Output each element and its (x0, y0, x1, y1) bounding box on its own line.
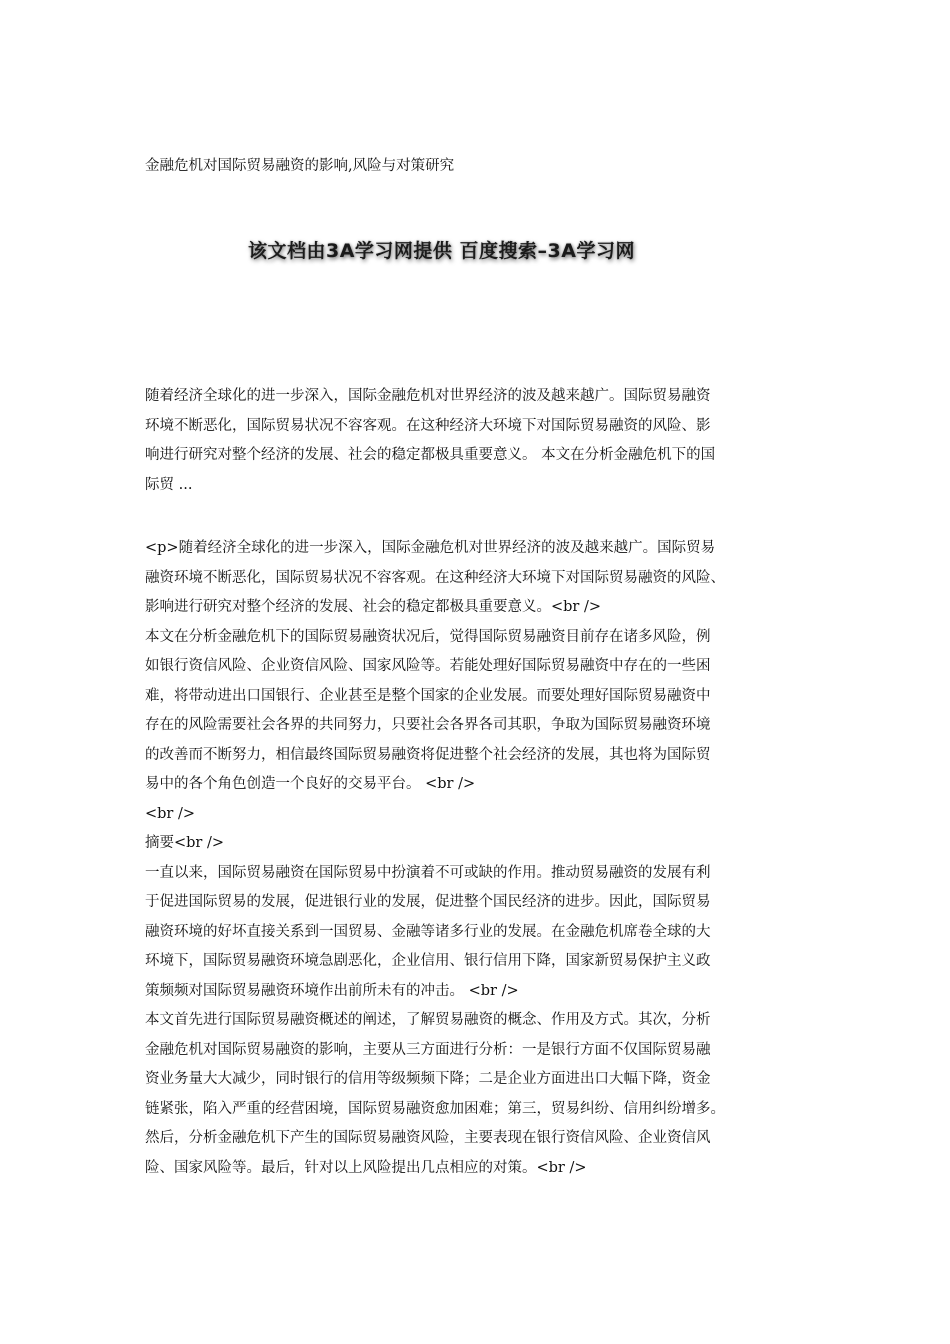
body-line: 资业务量大大减少，同时银行的信用等级频频下降；二是企业方面进出口大幅下降，资金 (145, 1071, 711, 1087)
body-text (145, 534, 810, 1183)
body-line: 策频频对国际贸易融资环境作出前所未有的冲击。 <br /> (145, 982, 519, 999)
body-line: 本文首先进行国际贸易融资概述的阐述，了解贸易融资的概念、作用及方式。其次，分析 (145, 1012, 711, 1028)
body-line: 易中的各个角色创造一个良好的交易平台。 <br /> (145, 776, 476, 792)
body-line: 链紧张，陷入严重的经营困境，国际贸易融资愈加困难；第三，贸易纠纷、信用纠纷增多。 (145, 1100, 725, 1117)
summary-line: 环境不断恶化，国际贸易状况不容客观。在这种经济大环境下对国际贸易融资的风险、影 (145, 417, 711, 434)
body-line: 金融危机对国际贸易融资的影响，主要从三方面进行分析：一是银行方面不仅国际贸易融 (145, 1041, 711, 1058)
summary-line: 际贸 ... (145, 476, 193, 493)
body-line: 摘要<br /> (145, 835, 225, 851)
body-line: 影响进行研究对整个经济的发展、社会的稳定都极具重要意义。<br /> (145, 599, 602, 615)
body-line: <br /> (145, 805, 196, 822)
body-line: 难，将带动进出口国银行、企业甚至是整个国家的企业发展。而要处理好国际贸易融资中 (145, 687, 711, 704)
body-line: 融资环境不断恶化，国际贸易状况不容客观。在这种经济大环境下对国际贸易融资的风险、 (145, 569, 725, 586)
body-line: 险、国家风险等。最后，针对以上风险提出几点相应的对策。<br /> (145, 1159, 587, 1176)
document-title: 金融危机对国际贸易融资的影响,风险与对策研究 (145, 158, 455, 174)
body-line: 一直以来，国际贸易融资在国际贸易中扮演着不可或缺的作用。推动贸易融资的发展有利 (145, 864, 711, 881)
watermark-banner: 该文档由3A学习网提供 百度搜索–3A学习网 (248, 240, 635, 262)
body-line: 本文在分析金融危机下的国际贸易融资状况后，觉得国际贸易融资目前存在诸多风险，例 (145, 628, 711, 645)
body-line: 然后，分析金融危机下产生的国际贸易融资风险，主要表现在银行资信风险、企业资信风 (145, 1130, 711, 1146)
summary-paragraph (145, 382, 810, 500)
body-line: 于促进国际贸易的发展，促进银行业的发展，促进整个国民经济的进步。因此，国际贸易 (145, 894, 711, 910)
summary-line: 响进行研究对整个经济的发展、社会的稳定都极具重要意义。 本文在分析金融危机下的国 (145, 447, 716, 463)
body-line: 融资环境的好坏直接关系到一国贸易、金融等诸多行业的发展。在金融危机席卷全球的大 (145, 923, 711, 940)
body-line: 环境下，国际贸易融资环境急剧恶化，企业信用、银行信用下降，国家新贸易保护主义政 (145, 953, 711, 969)
body-line: 存在的风险需要社会各界的共同努力，只要社会各界各司其职，争取为国际贸易融资环境 (145, 717, 711, 733)
summary-line: 随着经济全球化的进一步深入，国际金融危机对世界经济的波及越来越广。国际贸易融资 (145, 388, 711, 404)
body-line: 如银行资信风险、企业资信风险、国家风险等。若能处理好国际贸易融资中存在的一些困 (145, 658, 711, 674)
body-line: 的改善而不断努力，相信最终国际贸易融资将促进整个社会经济的发展，其也将为国际贸 (145, 746, 711, 763)
body-line: <p>随着经济全球化的进一步深入，国际金融危机对世界经济的波及越来越广。国际贸易 (145, 540, 716, 556)
